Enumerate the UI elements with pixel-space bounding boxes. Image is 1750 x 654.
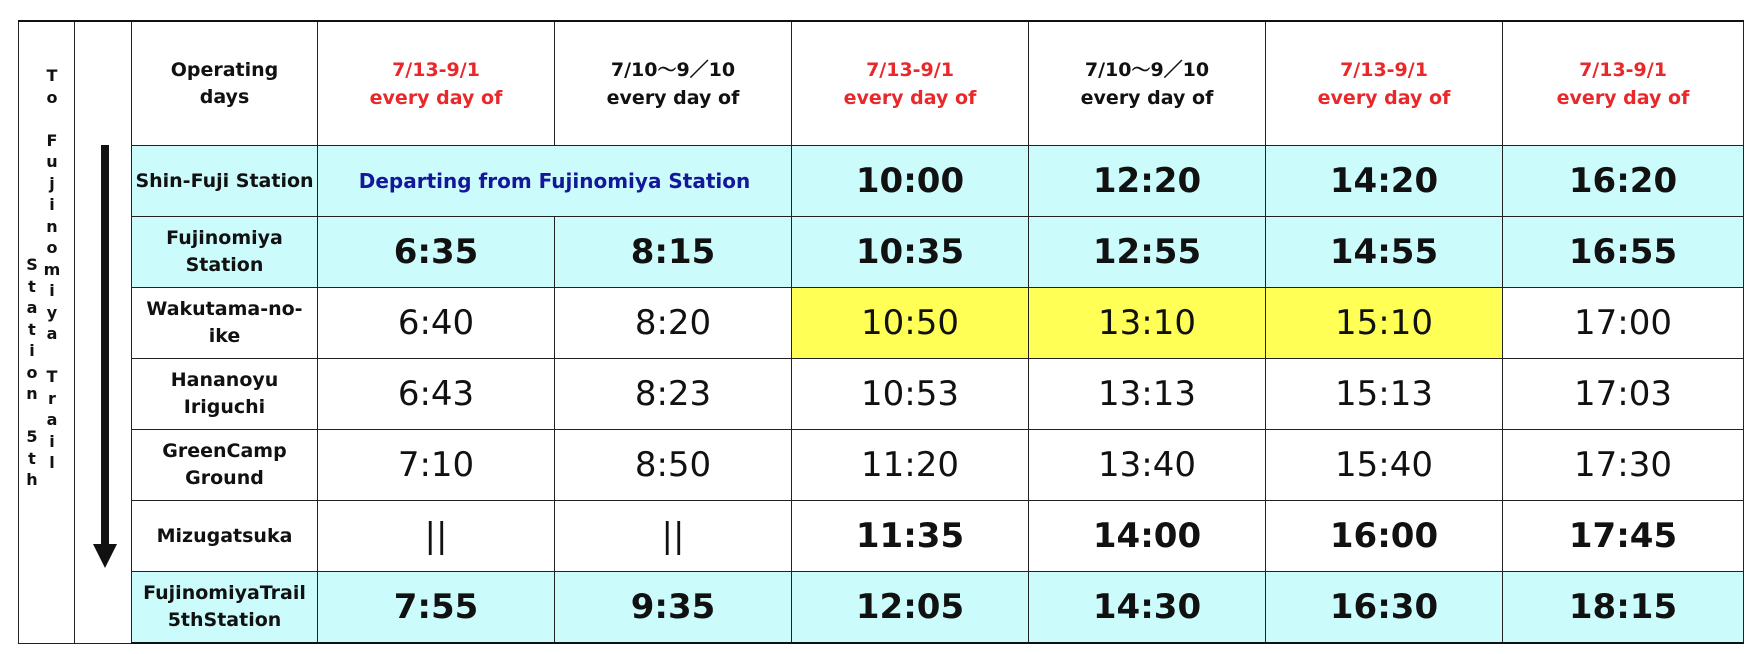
time-cell: [1503, 572, 1744, 644]
header-col-4-note: every day of: [1080, 86, 1214, 109]
stop-row-fifth-station: [19, 572, 1744, 644]
time-cell-highlighted: [1029, 288, 1266, 359]
time-cell: [792, 501, 1029, 572]
departing-note-cell: [318, 146, 792, 217]
time-cell: [1503, 430, 1744, 501]
time-cell: [1029, 572, 1266, 644]
time-cell: [1266, 217, 1503, 288]
time-cell: [1029, 501, 1266, 572]
time-cell: [555, 217, 792, 288]
time-value: 10:00: [855, 161, 965, 201]
time-cell: [1029, 146, 1266, 217]
time-cell: [318, 501, 555, 572]
time-value: 13:10: [1098, 303, 1196, 343]
time-value: 6:43: [397, 374, 475, 414]
time-value: 15:40: [1335, 445, 1433, 485]
header-col-1-note: every day of: [369, 86, 503, 109]
timetable: [18, 20, 1744, 644]
time-cell: [1503, 501, 1744, 572]
header-col-3: [792, 21, 1029, 146]
time-value: 17:45: [1568, 516, 1678, 556]
time-cell: [1029, 430, 1266, 501]
time-value: 13:13: [1098, 374, 1196, 414]
time-value: 15:10: [1335, 303, 1433, 343]
header-col-2-dates: 7/10～9／10: [610, 58, 736, 81]
stop-row-wakutama: [19, 288, 1744, 359]
time-cell: [318, 217, 555, 288]
time-cell: [1266, 146, 1503, 217]
time-cell: [1266, 501, 1503, 572]
time-value: 14:20: [1329, 161, 1439, 201]
time-cell: [1503, 217, 1744, 288]
direction-vertical-label: [18, 20, 74, 637]
time-value: 8:23: [634, 374, 712, 414]
header-row: [19, 21, 1744, 146]
stop-row-greencamp: [19, 430, 1744, 501]
stop-name-cell: [132, 430, 318, 501]
header-col-5-dates: 7/13-9/1: [1340, 58, 1428, 81]
time-value: 8:15: [630, 232, 716, 272]
stop-name-cell: [132, 572, 318, 644]
header-col-4: [1029, 21, 1266, 146]
stop-name: Mizugatsuka: [156, 524, 293, 547]
time-value: 16:20: [1568, 161, 1678, 201]
stop-name-cell: [132, 146, 318, 217]
time-cell: [792, 217, 1029, 288]
stop-name: Hananoyu Iriguchi: [170, 369, 279, 418]
time-value: 10:50: [861, 303, 959, 343]
time-value: 7:55: [393, 587, 479, 627]
time-cell-highlighted: [792, 288, 1029, 359]
time-cell: [318, 572, 555, 644]
passes-marker: ||: [424, 516, 448, 556]
time-cell-highlighted: [1266, 288, 1503, 359]
time-value: 14:00: [1092, 516, 1202, 556]
time-cell: [318, 288, 555, 359]
stop-name-cell: [132, 288, 318, 359]
header-col-6: [1503, 21, 1744, 146]
vertical-label-column: S t a t i o n 5 t h: [26, 255, 38, 489]
time-cell: [1503, 288, 1744, 359]
time-value: 11:20: [861, 445, 959, 485]
time-value: 6:40: [397, 303, 475, 343]
time-value: 16:55: [1568, 232, 1678, 272]
time-cell: [555, 288, 792, 359]
time-value: 17:30: [1574, 445, 1672, 485]
header-col-4-dates: 7/10～9／10: [1084, 58, 1210, 81]
time-cell: [792, 430, 1029, 501]
header-col-5-note: every day of: [1317, 86, 1451, 109]
stop-row-mizugatsuka: [19, 501, 1744, 572]
header-col-1-dates: 7/13-9/1: [392, 58, 480, 81]
header-col-6-dates: 7/13-9/1: [1579, 58, 1667, 81]
operating-days-text: Operating days: [170, 58, 279, 108]
stop-name: GreenCamp Ground: [162, 440, 287, 489]
header-col-2: [555, 21, 792, 146]
stop-name: Shin-Fuji Station: [135, 169, 314, 192]
time-cell: [1266, 572, 1503, 644]
time-cell: [792, 359, 1029, 430]
header-col-3-dates: 7/13-9/1: [866, 58, 954, 81]
header-col-2-note: every day of: [606, 86, 740, 109]
time-value: 12:20: [1092, 161, 1202, 201]
time-cell: [1266, 430, 1503, 501]
stop-name: FujinomiyaTrail 5thStation: [143, 582, 306, 631]
time-value: 12:55: [1092, 232, 1202, 272]
departing-note: Departing from Fujinomiya Station: [358, 169, 751, 193]
time-cell: [1503, 359, 1744, 430]
stop-row-hananoyu: [19, 359, 1744, 430]
time-cell: [792, 146, 1029, 217]
stop-name: Fujinomiya Station: [166, 227, 283, 276]
time-cell: [318, 359, 555, 430]
header-col-3-note: every day of: [843, 86, 977, 109]
time-value: 10:53: [861, 374, 959, 414]
time-cell: [555, 501, 792, 572]
time-cell: [555, 359, 792, 430]
time-cell: [1266, 359, 1503, 430]
stop-name-cell: [132, 359, 318, 430]
time-value: 16:30: [1329, 587, 1439, 627]
time-value: 8:50: [634, 445, 712, 485]
header-col-6-note: every day of: [1556, 86, 1690, 109]
vertical-label-column: T o F u j i n o m i y a T r a i l: [43, 66, 61, 472]
passes-marker: ||: [661, 516, 685, 556]
time-cell: [555, 430, 792, 501]
stop-row-shin-fuji: [19, 146, 1744, 217]
time-value: 17:00: [1574, 303, 1672, 343]
header-col-1: [318, 21, 555, 146]
time-value: 11:35: [855, 516, 965, 556]
time-value: 18:15: [1568, 587, 1678, 627]
time-cell: [792, 572, 1029, 644]
time-value: 14:30: [1092, 587, 1202, 627]
time-value: 16:00: [1329, 516, 1439, 556]
time-cell: [1029, 217, 1266, 288]
time-cell: [1503, 146, 1744, 217]
stop-name: Wakutama-no-ike: [146, 298, 303, 347]
time-value: 10:35: [855, 232, 965, 272]
down-arrow-icon: [93, 544, 117, 568]
time-value: 9:35: [630, 587, 716, 627]
time-cell: [1029, 359, 1266, 430]
time-cell: [318, 430, 555, 501]
time-value: 15:13: [1335, 374, 1433, 414]
header-col-5: [1266, 21, 1503, 146]
time-value: 8:20: [634, 303, 712, 343]
time-value: 14:55: [1329, 232, 1439, 272]
time-value: 17:03: [1574, 374, 1672, 414]
time-value: 7:10: [397, 445, 475, 485]
operating-days-label: [132, 21, 318, 146]
stop-row-fujinomiya: [19, 217, 1744, 288]
time-cell: [555, 572, 792, 644]
time-value: 13:40: [1098, 445, 1196, 485]
time-value: 6:35: [393, 232, 479, 272]
stop-name-cell: [132, 501, 318, 572]
time-value: 12:05: [855, 587, 965, 627]
down-arrow-shaft: [101, 145, 109, 545]
stop-name-cell: [132, 217, 318, 288]
